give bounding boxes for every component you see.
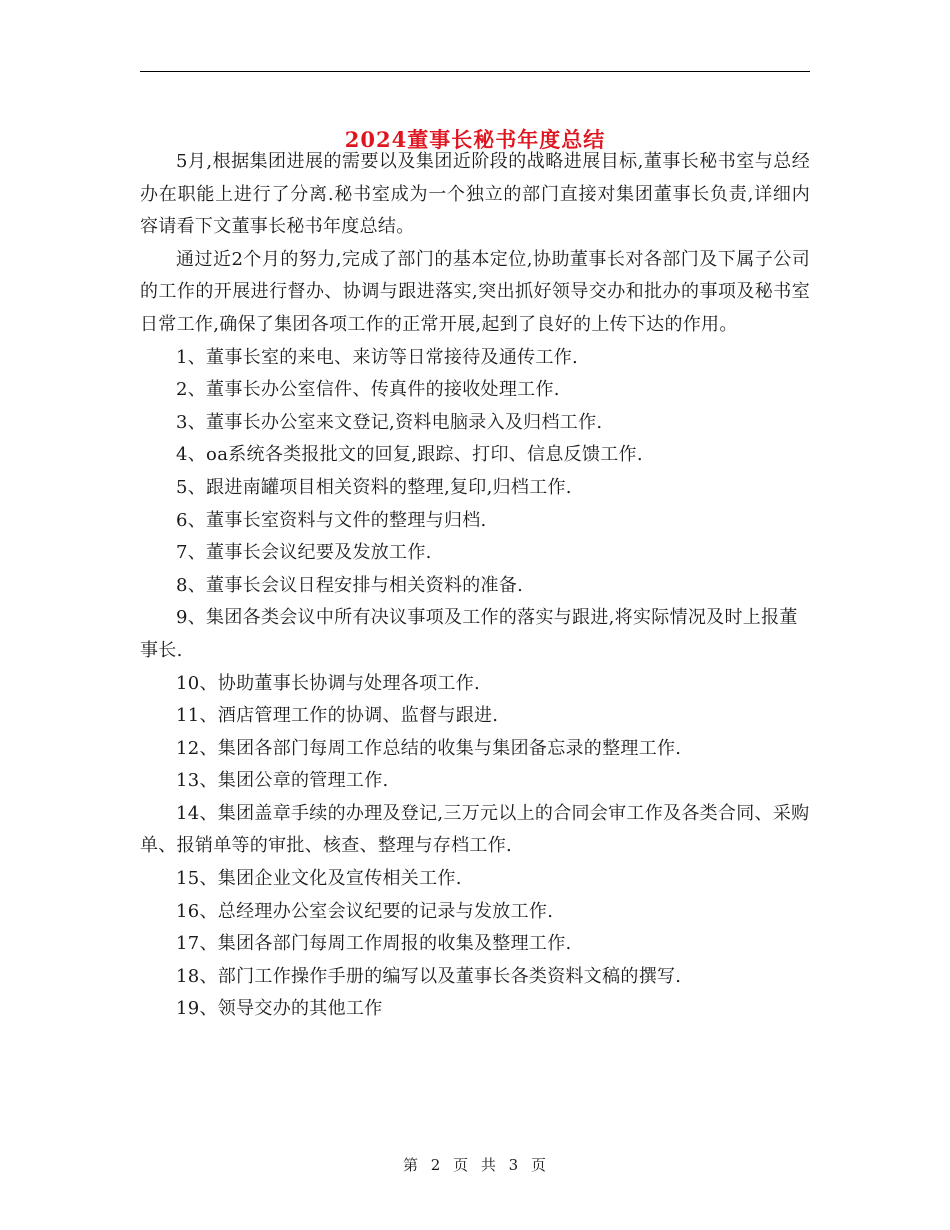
list-item: 1、董事长室的来电、来访等日常接待及通传工作. (176, 346, 579, 368)
list-item: 3、董事长办公室来文登记,资料电脑录入及归档工作. (176, 411, 603, 433)
intro-paragraph: 5月,根据集团进展的需要以及集团近阶段的战略进展目标,董事长秘书室与总经办在职能上进行了分离.秘书室成为一个独立的部门直接对集团董事长负责,详细内容请看下文董事长秘书年度总结。 (140, 151, 810, 238)
list-item: 9、集团各类会议中所有决议事项及工作的落实与跟进,将实际情况及时上报董事长. (140, 607, 798, 661)
list-item: 4、oa系统各类报批文的回复,跟踪、打印、信息反馈工作. (176, 444, 643, 466)
list-item: 13、集团公章的管理工作. (176, 770, 389, 792)
list-item: 2、董事长办公室信件、传真件的接收处理工作. (176, 379, 560, 401)
list-item: 18、部门工作操作手册的编写以及董事长各类资料文稿的撰写. (176, 965, 682, 987)
summary-paragraph: 通过近2个月的努力,完成了部门的基本定位,协助董事长对各部门及下属子公司的工作的开展进行督办、协调与跟进落实,突出抓好领导交办和批办的事项及秘书室日常工作,确保了集团各项工作的正常开展,起到了良好的上传下达的作用。 (140, 248, 810, 335)
header-rule (140, 71, 810, 72)
document-title: 2024董事长秘书年度总结 (344, 127, 606, 153)
list-item: 11、酒店管理工作的协调、监督与跟进. (176, 705, 499, 727)
page-number-footer: 第 2 页 共 3 页 (403, 1156, 547, 1174)
list-item: 5、跟进南罐项目相关资料的整理,复印,归档工作. (176, 476, 572, 498)
list-item: 14、集团盖章手续的办理及登记,三万元以上的合同会审工作及各类合同、采购单、报销单等的审批、核查、整理与存档工作. (140, 802, 810, 857)
list-item: 17、集团各部门每周工作周报的收集及整理工作. (176, 933, 572, 955)
work-item-list (140, 342, 810, 1026)
list-item: 7、董事长会议纪要及发放工作. (176, 542, 432, 564)
list-item: 10、协助董事长协调与处理各项工作. (176, 672, 481, 694)
document-body (140, 146, 810, 1026)
list-item: 8、董事长会议日程安排与相关资料的准备. (176, 574, 524, 596)
list-item: 12、集团各部门每周工作总结的收集与集团备忘录的整理工作. (176, 737, 682, 759)
list-item: 16、总经理办公室会议纪要的记录与发放工作. (176, 900, 554, 922)
list-item: 15、集团企业文化及宣传相关工作. (176, 868, 462, 890)
list-item: 6、董事长室资料与文件的整理与归档. (176, 509, 487, 531)
list-item: 19、领导交办的其他工作 (176, 998, 383, 1020)
